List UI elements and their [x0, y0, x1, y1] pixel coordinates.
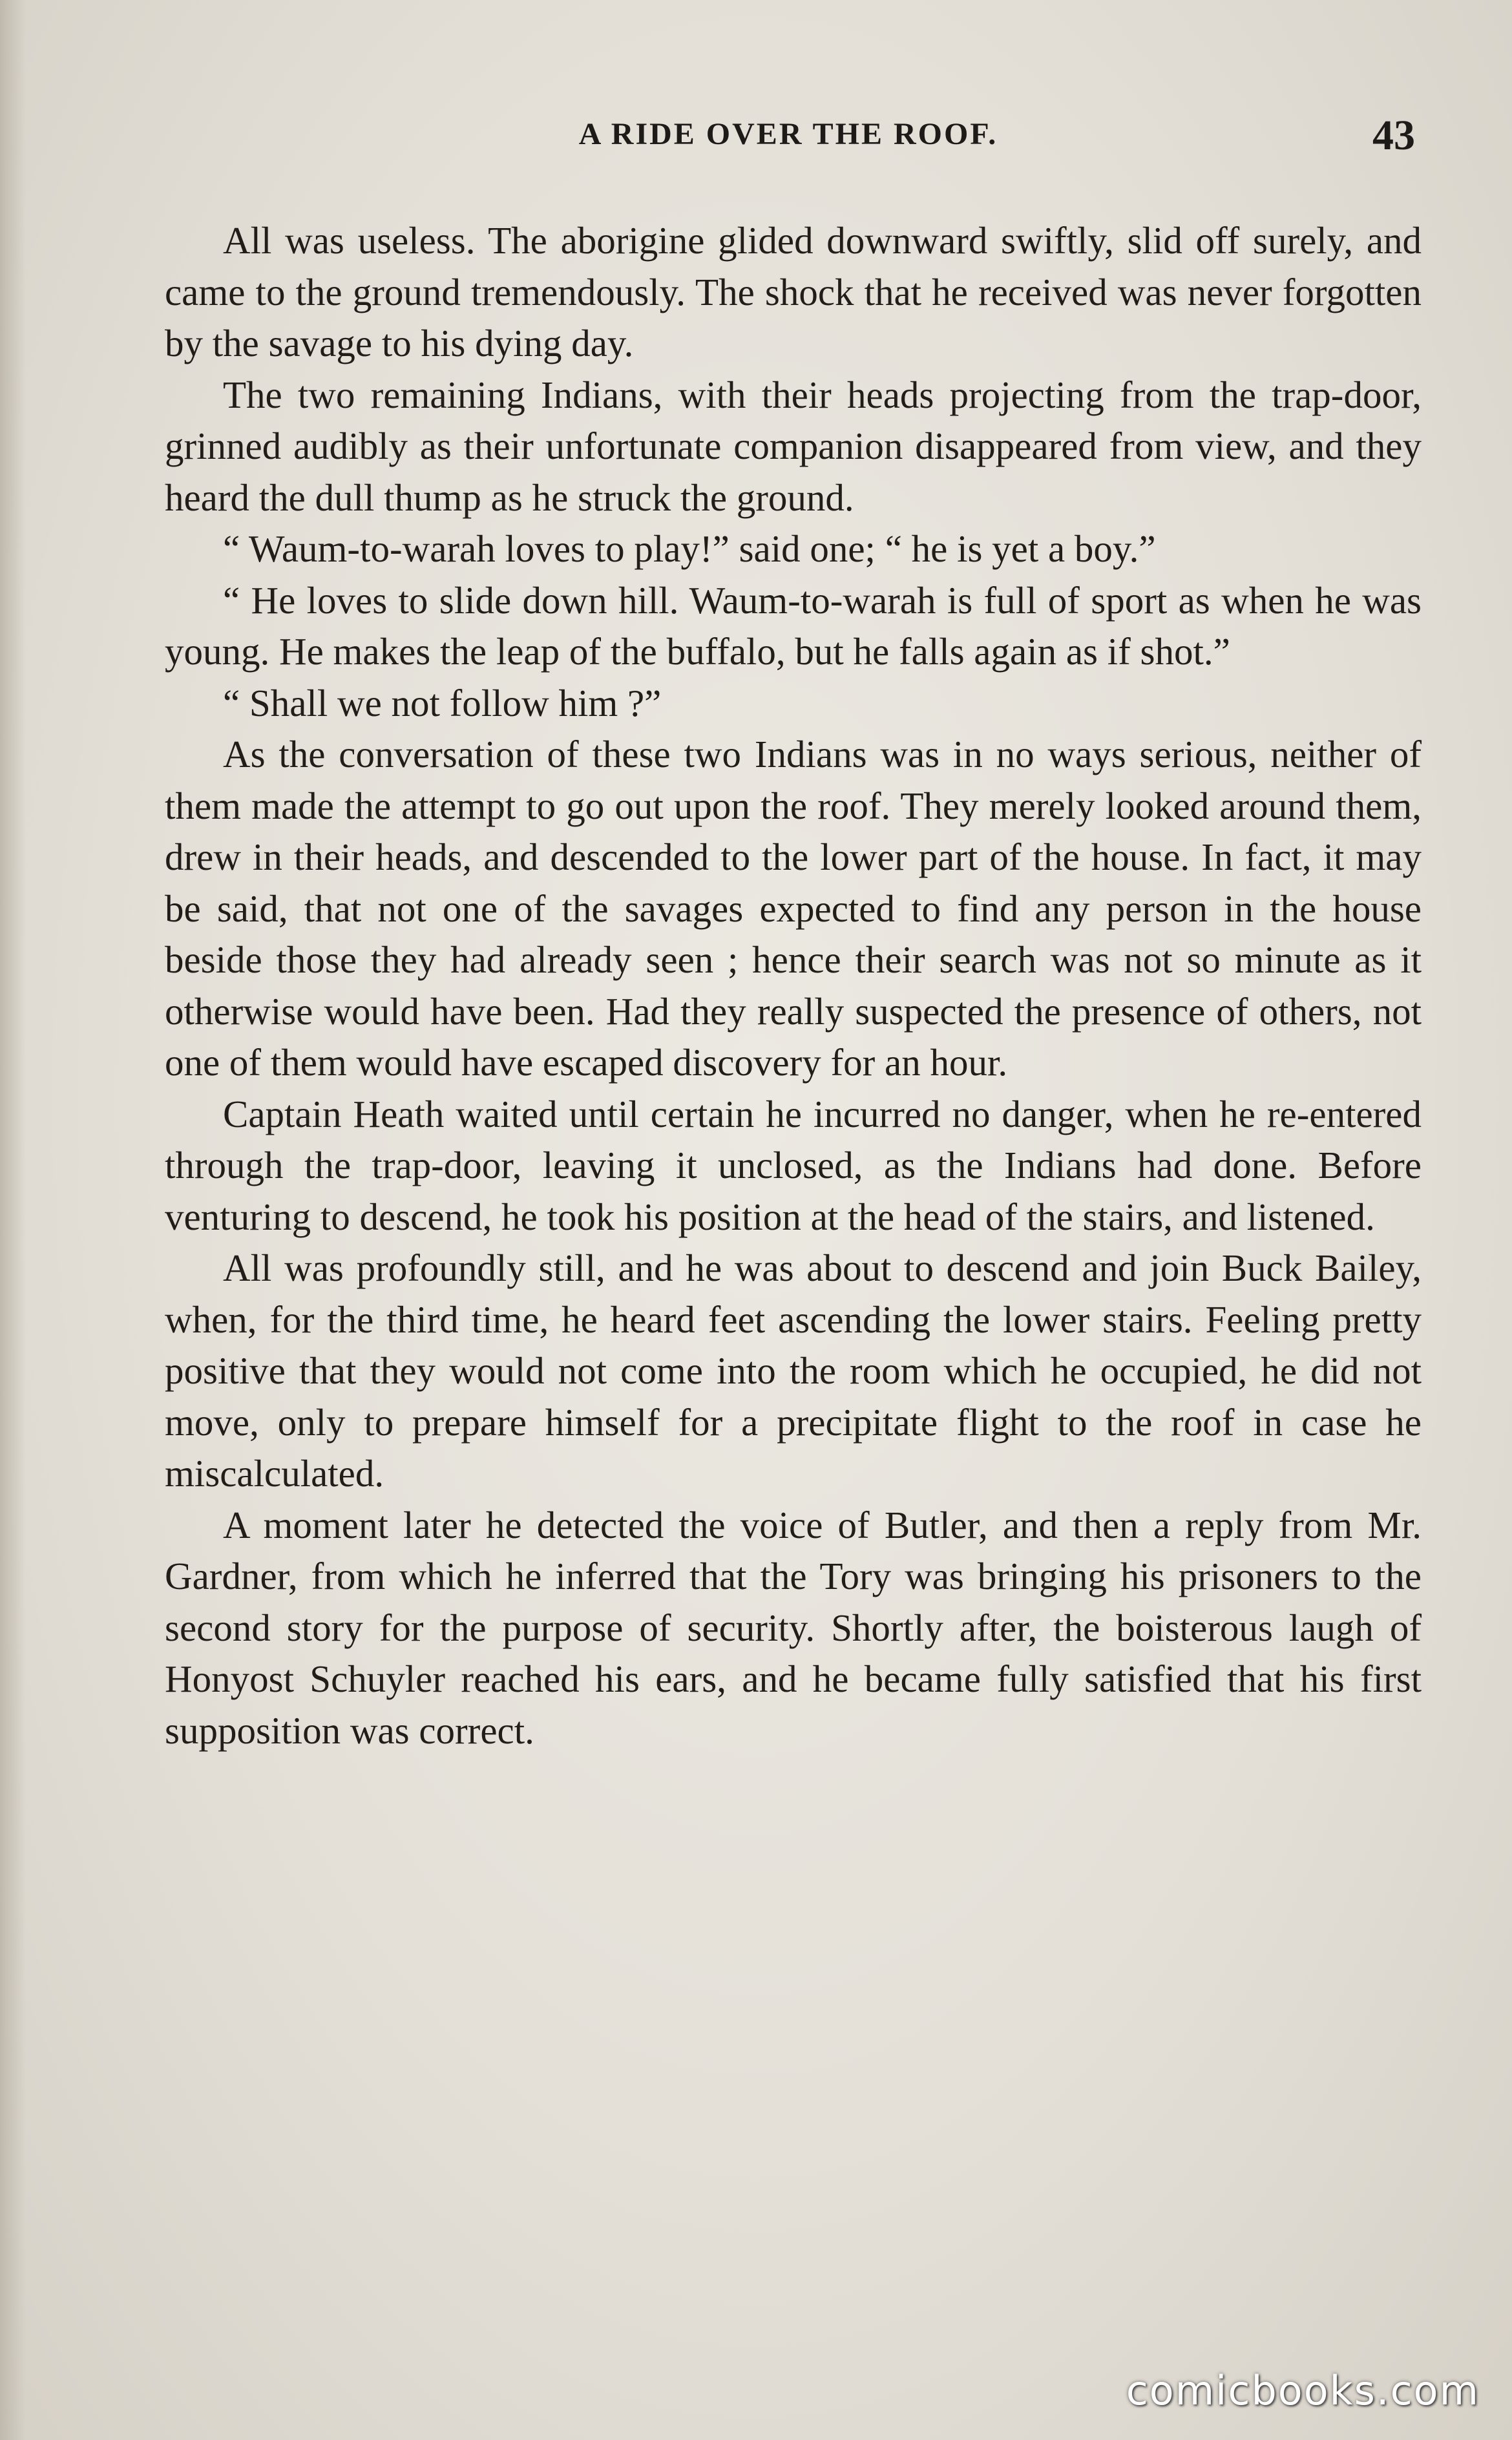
paragraph: The two remaining Indians, with their heads projecting from the trap-door, grinned audibly as their unfortunate companion disappeared from view, and they heard the dull thump as he struck the ground.: [165, 373, 1422, 519]
page-body: [165, 215, 1422, 1756]
paragraph: Captain Heath waited until certain he incurred no danger, when he re-entered through the trap-door, leaving it unclosed, as the Indians had done. Before venturing to descend, he took his position at the head of the stairs, and listened.: [165, 1092, 1422, 1238]
page-header: [162, 112, 1415, 168]
page-number: 43: [1372, 112, 1415, 159]
paragraph: “ Shall we not follow him ?”: [223, 681, 662, 724]
page-edge-shadow: [0, 0, 26, 2440]
paragraph: All was useless. The aborigine glided downward swiftly, slid off surely, and came to the ground tremendously. The shock that he received was never forgotten by the savage to his dying day.: [165, 219, 1422, 364]
running-head: A RIDE OVER THE ROOF.: [578, 117, 998, 151]
paragraph: As the conversation of these two Indians was in no ways serious, neither of them made the attempt to go out upon the roof. They merely looked around them, drew in their heads, and descended to the lower part of the house. In fact, it may be said, that not one of the savages expected to find any person in the house beside those they had already seen ; hence their search was not so minute as it otherwise would have been. Had they really suspected the presence of others, not one of them would have escaped discovery for an hour.: [165, 733, 1422, 1084]
paragraph: “ Waum-to-warah loves to play!” said one; “ he is yet a boy.”: [223, 527, 1156, 570]
paragraph: All was profoundly still, and he was about to descend and join Buck Bailey, when, for the third time, he heard feet ascending the lower stairs. Feeling pretty positive that they would not come into the room which he occupied, he did not move, only to prepare himself for a precipitate flight to the roof in case he miscalculated.: [165, 1246, 1422, 1495]
paragraph: “ He loves to slide down hill. Waum-to-warah is full of sport as when he was young. He makes the leap of the buffalo, but he falls again as if shot.”: [165, 578, 1422, 673]
watermark-logo: comicbooks.com: [1126, 2367, 1480, 2414]
paragraph: A moment later he detected the voice of Butler, and then a reply from Mr. Gardner, from which he inferred that the Tory was bringing his prisoners to the second story for the purpose of security. Shortly after, the boisterous laugh of Honyost Schuyler reached his ears, and he became fully satisfied that his first supposition was correct.: [165, 1503, 1422, 1752]
